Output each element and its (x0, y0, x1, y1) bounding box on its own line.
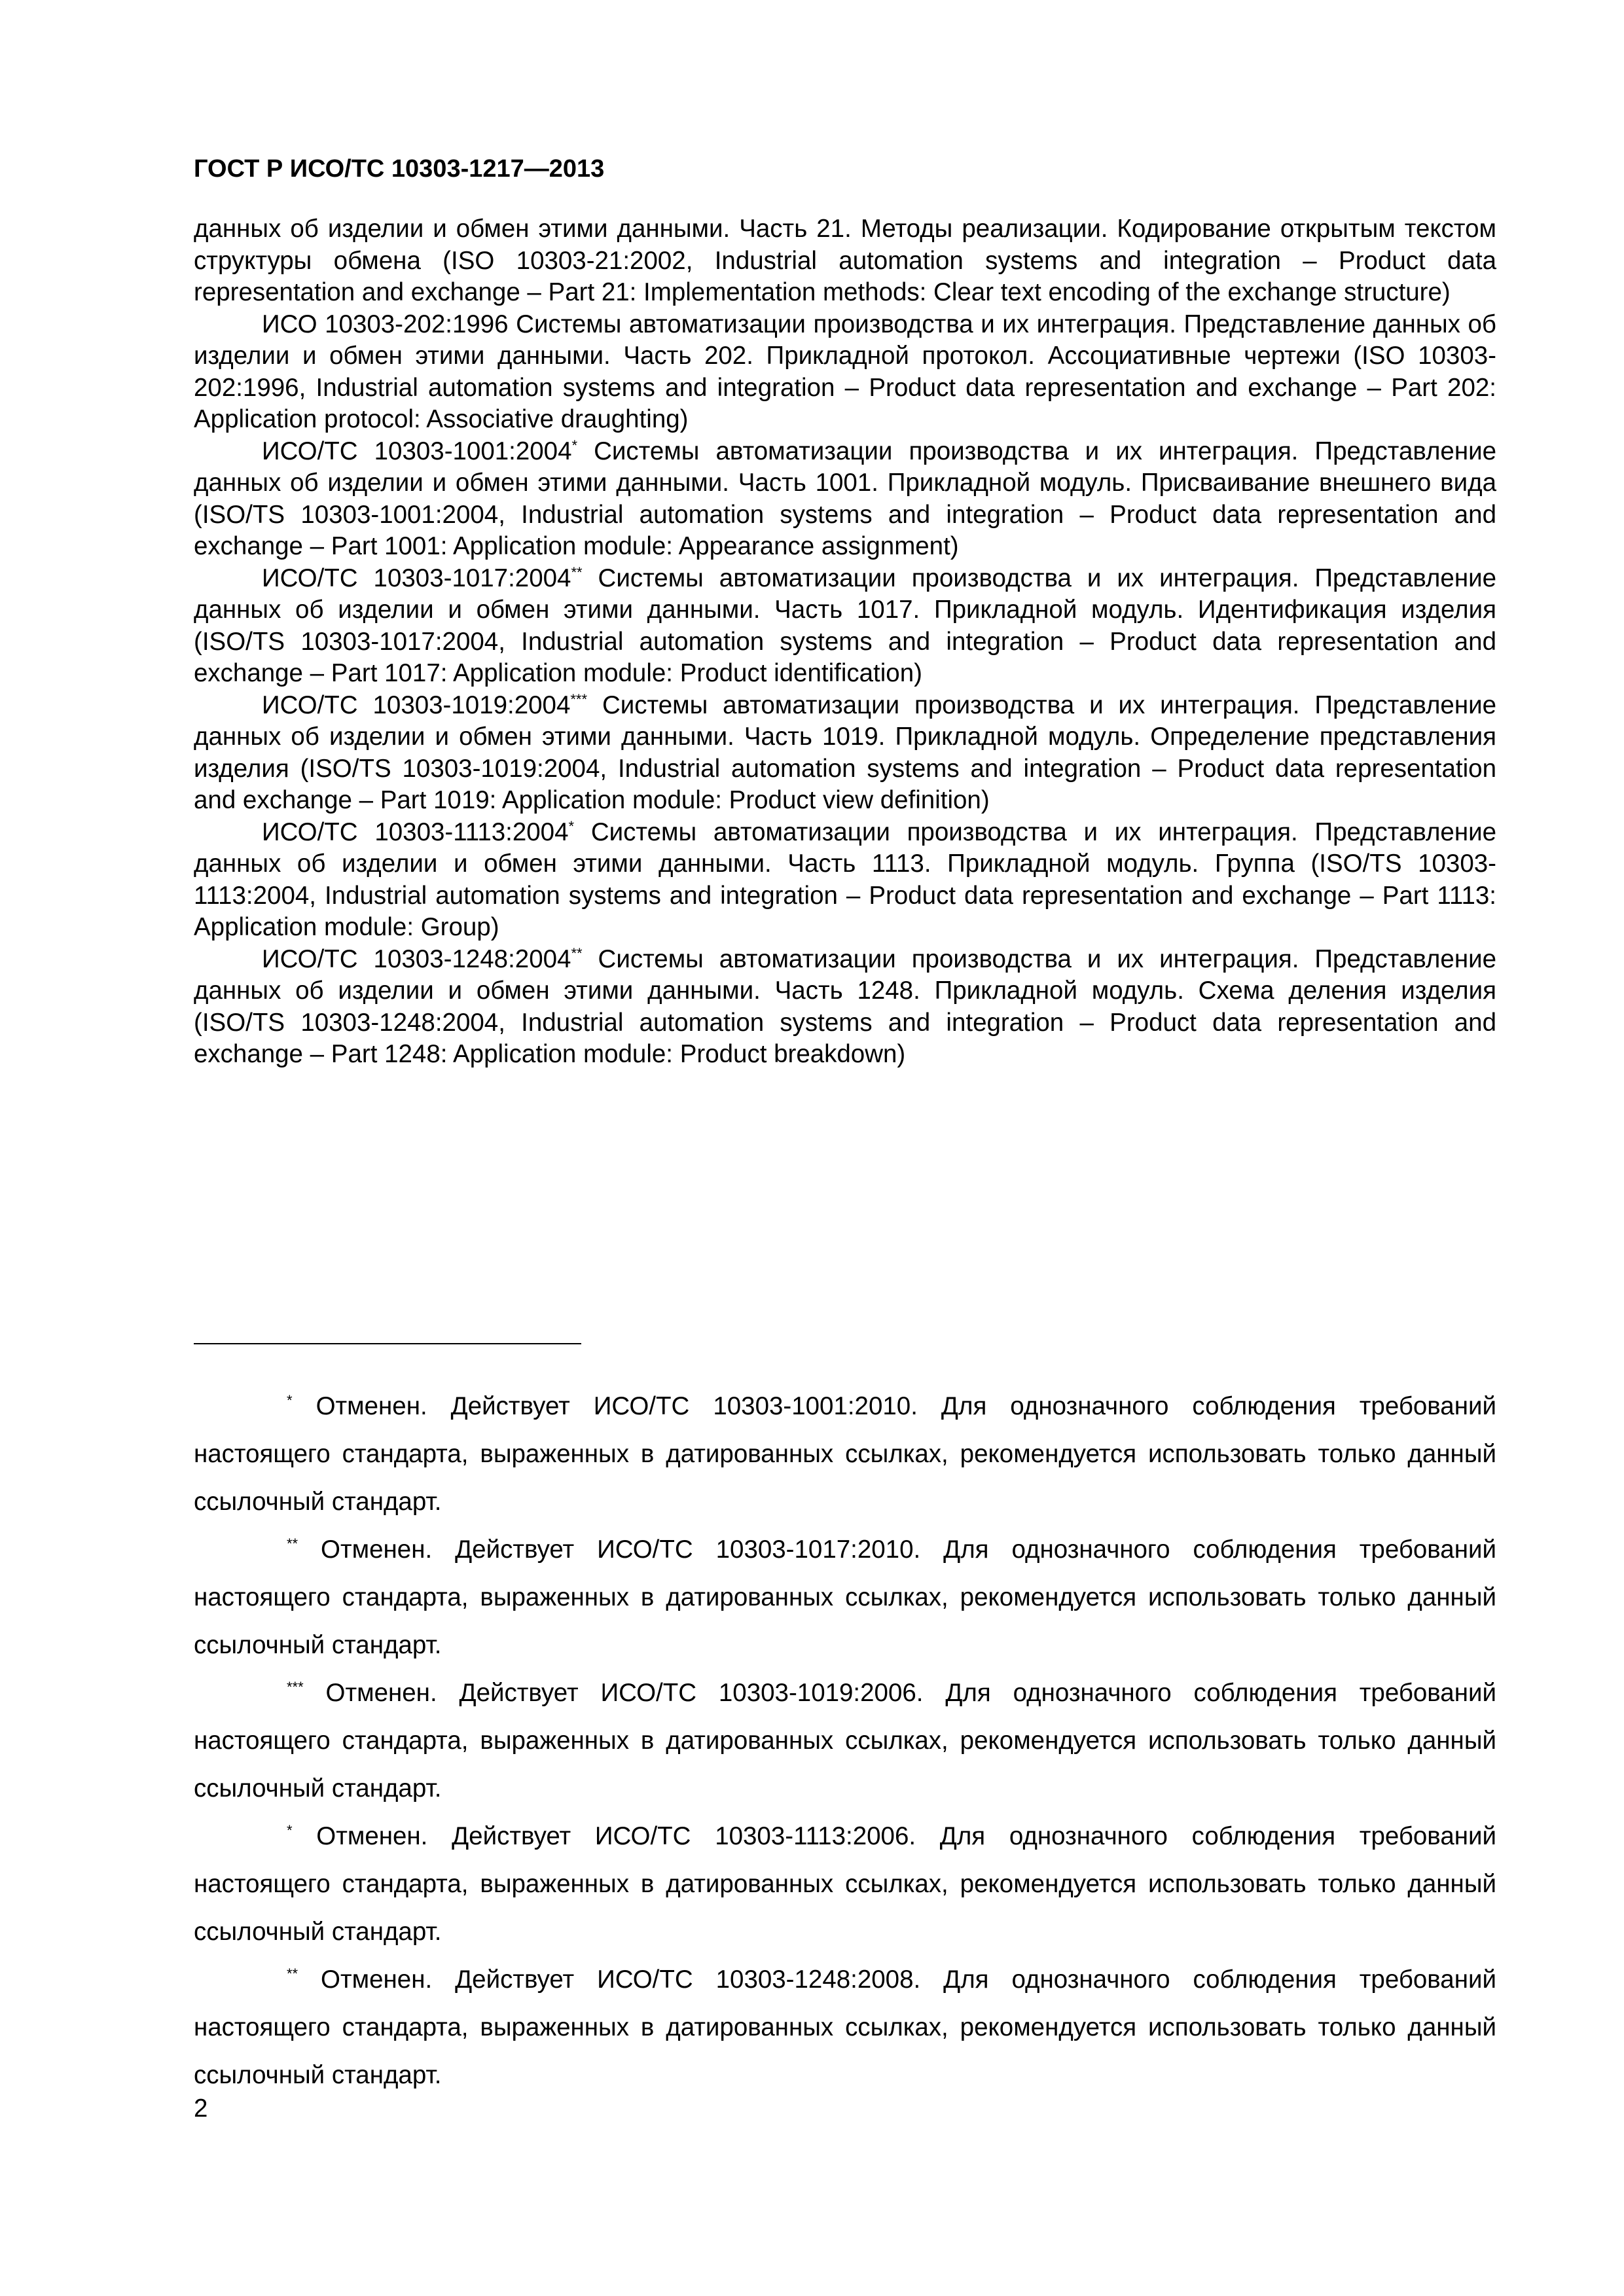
reference-text: ИСО/ТС 10303-1113:2004 (262, 817, 569, 846)
footnote-mark: ** (287, 1535, 298, 1552)
reference-text-continued: Системы автоматизации производства и их интеграция. Представление данных об изделии и обмен этими данными. Часть 1248. Прикладной модуль. Схема деления изделия (ISO/TS 10303-1248:2004, Industrial automation systems and integration – Product data representation and exchange – Part 1248: Application module: Product breakdown) (194, 944, 1496, 1068)
footnote-marker: ** (571, 944, 583, 961)
footnotes-section (194, 1382, 1496, 2099)
reference-text: ИСО/ТС 10303-1019:2004 (262, 691, 571, 719)
reference-paragraph (194, 944, 1496, 1071)
footnote (194, 1382, 1496, 1526)
footnote-text: Отменен. Действует ИСО/ТС 10303-1113:2006. Для однозначного соблюдения требований настоящего стандарта, выраженных в датированных ссылках, рекомендуется использовать только данный ссылочный стандарт. (194, 1822, 1496, 1946)
footnote (194, 1669, 1496, 1812)
reference-text-continued: Системы автоматизации производства и их интеграция. Представление данных об изделии и обмен этими данными. Часть 1113. Прикладной модуль. Группа (ISO/TS 10303-1113:2004, Industrial automation systems and integration – Product data representation and exchange – Part 1113: Application module: Group) (194, 817, 1497, 941)
reference-paragraph (194, 563, 1496, 690)
footnote-mark: ** (287, 1965, 298, 1982)
footnote-marker: * (571, 437, 578, 454)
reference-text: ИСО 10303-202:1996 Системы автоматизации производства и их интеграция. Представление данных об изделии и обмен этими данными. Часть 202. Прикладной протокол. Ассоциативные чертежи (ISO 10303-202:1996, Industrial automation systems and integration – Product data representation and exchange – Part 202: Application protocol: Associative draughting) (194, 310, 1496, 433)
reference-text: ИСО/ТС 10303-1017:2004 (262, 564, 571, 592)
footnote-text: Отменен. Действует ИСО/ТС 10303-1001:2010. Для однозначного соблюдения требований настоящего стандарта, выраженных в датированных ссылках, рекомендуется использовать только данный ссылочный стандарт. (194, 1392, 1496, 1516)
footnote-separator (194, 1343, 581, 1344)
reference-text-continued: Системы автоматизации производства и их интеграция. Представление данных об изделии и обмен этими данными. Часть 1019. Прикладной модуль. Определение представления изделия (ISO/TS 10303-1019:2004, Industrial automation systems and integration – Product data representation and exchange – Part 1019: Application module: Product view definition) (194, 691, 1497, 814)
footnote-mark: * (287, 1392, 293, 1408)
footnote (194, 1812, 1496, 1956)
footnote (194, 1526, 1496, 1669)
reference-text: ИСО/ТС 10303-1001:2004 (262, 437, 572, 465)
footnote-mark: *** (287, 1679, 304, 1695)
footnote (194, 1956, 1496, 2099)
reference-paragraph (194, 309, 1496, 436)
footnote-text: Отменен. Действует ИСО/ТС 10303-1019:2006. Для однозначного соблюдения требований настоящего стандарта, выраженных в датированных ссылках, рекомендуется использовать только данный ссылочный стандарт. (194, 1679, 1496, 1803)
page-number: 2 (194, 2094, 208, 2123)
footnote-text: Отменен. Действует ИСО/ТС 10303-1017:2010. Для однозначного соблюдения требований настоящего стандарта, выраженных в датированных ссылках, рекомендуется использовать только данный ссылочный стандарт. (194, 1535, 1496, 1659)
footnote-text: Отменен. Действует ИСО/ТС 10303-1248:2008. Для однозначного соблюдения требований настоящего стандарта, выраженных в датированных ссылках, рекомендуется использовать только данный ссылочный стандарт. (194, 1965, 1496, 2089)
footnote-marker: *** (570, 691, 588, 708)
reference-paragraph (194, 817, 1496, 944)
footnote-marker: * (568, 817, 575, 834)
reference-text: ИСО/ТС 10303-1248:2004 (262, 944, 571, 973)
reference-text-continued: Системы автоматизации производства и их интеграция. Представление данных об изделии и обмен этими данными. Часть 1001. Прикладной модуль. Присваивание внешнего вида (ISO/TS 10303-1001:2004, Industrial automation systems and integration – Product data representation and exchange – Part 1001: Application module: Appearance assignment) (194, 437, 1497, 560)
document-header: ГОСТ Р ИСО/ТС 10303-1217—2013 (194, 155, 605, 183)
reference-text: данных об изделии и обмен этими данными. Часть 21. Методы реализации. Кодирование открытым текстом структуры обмена (ISO 10303-21:2002, Industrial automation systems and integration – Product data representation and exchange – Part 21: Implementation methods: Clear text encoding of the exchange structure) (194, 215, 1496, 306)
reference-paragraph (194, 690, 1496, 817)
footnote-mark: * (287, 1822, 293, 1839)
footnote-marker: ** (571, 564, 583, 581)
references-list (194, 213, 1496, 1071)
reference-paragraph (194, 213, 1496, 309)
reference-text-continued: Системы автоматизации производства и их интеграция. Представление данных об изделии и обмен этими данными. Часть 1017. Прикладной модуль. Идентификация изделия (ISO/TS 10303-1017:2004, Industrial automation systems and integration – Product data representation and exchange – Part 1017: Application module: Product identification) (194, 564, 1496, 687)
reference-paragraph (194, 436, 1496, 563)
